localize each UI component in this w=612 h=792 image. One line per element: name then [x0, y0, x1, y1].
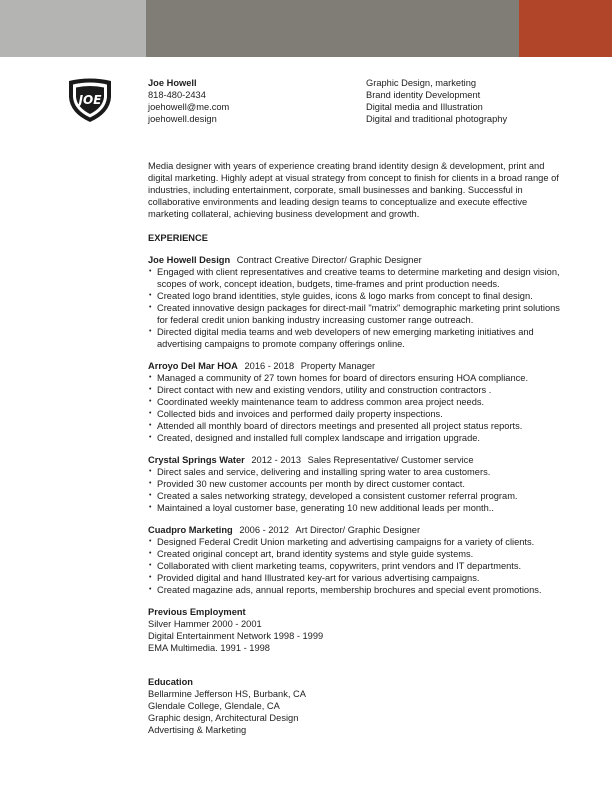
job-bullet: • Maintained a loyal customer base, generating 10 new additional leads per month..	[148, 502, 568, 514]
job-bullets	[148, 266, 568, 350]
job-header	[148, 360, 568, 372]
specialties-list	[366, 77, 606, 125]
contact-email[interactable]: joehowell@me.com	[148, 102, 230, 112]
job-bullet: • Direct contact with new and existing vendors, utility and construction contractors .	[148, 384, 568, 396]
job-bullet: • Direct sales and service, delivering and installing spring water to area customers.	[148, 466, 568, 478]
job-bullet: • Created original concept art, brand identity systems and style guide systems.	[148, 548, 568, 560]
job-bullet: • Directed digital media teams and web developers of new emerging marketing initiatives and advertising campaigns to promote company offerings online.	[148, 326, 568, 350]
job-years: 2016 - 2018	[244, 361, 295, 371]
job-years: 2012 - 2013	[251, 455, 302, 465]
job-bullets	[148, 466, 568, 514]
experience-heading: EXPERIENCE	[148, 233, 208, 243]
job-company: Crystal Springs Water	[148, 455, 245, 465]
job-years: 2006 - 2012	[239, 525, 289, 535]
contact-name: Joe Howell	[148, 78, 197, 88]
job-entry	[148, 360, 568, 444]
previous-employment-heading: Previous Employment	[148, 607, 246, 617]
contact-phone: 818-480-2434	[148, 90, 206, 100]
job-bullet: • Designed Federal Credit Union marketing and advertising campaigns for a variety of clients.	[148, 536, 568, 548]
job-bullet: • Created innovative design packages for direct-mail "matrix" demographic marketing print solutions for federal credit union banking industry increasing customer range outreach.	[148, 302, 568, 326]
header-band-right	[519, 0, 612, 57]
previous-employment-section	[148, 606, 568, 654]
job-role: Property Manager	[300, 361, 376, 371]
contact-website[interactable]: joehowell.design	[148, 114, 217, 124]
job-bullet: • Collaborated with client marketing teams, copywriters, print vendors and IT departments.	[148, 560, 568, 572]
specialty-item: Graphic Design, marketing	[366, 78, 477, 88]
job-role: Sales Representative/ Customer service	[307, 455, 474, 465]
resume-body	[148, 160, 568, 736]
specialty-item: Digital media and Illustration	[366, 102, 483, 112]
job-company: Arroyo Del Mar HOA	[148, 361, 238, 371]
job-entry	[148, 254, 568, 350]
job-bullet: • Created logo brand identities, style guides, icons & logo marks from concept to final design.	[148, 290, 568, 302]
job-bullet: • Collected bids and invoices and performed daily property inspections.	[148, 408, 568, 420]
job-header	[148, 254, 568, 266]
shield-monogram-icon	[66, 76, 114, 124]
job-bullets	[148, 372, 568, 444]
job-bullet: • Created, designed and installed full complex landscape and irrigation upgrade.	[148, 432, 568, 444]
job-header	[148, 454, 568, 466]
job-company: Joe Howell Design	[148, 255, 231, 265]
education-item: Advertising & Marketing	[148, 725, 247, 735]
education-item: Glendale College, Glendale, CA	[148, 701, 280, 711]
job-bullet: • Managed a community of 27 town homes for board of directors ensuring HOA compliance.	[148, 372, 568, 384]
previous-employment-item: Digital Entertainment Network 1998 - 1999	[148, 631, 324, 641]
job-role: Art Director/ Graphic Designer	[295, 525, 421, 535]
job-header	[148, 524, 568, 536]
job-entry	[148, 454, 568, 514]
specialty-item: Digital and traditional photography	[366, 114, 508, 124]
header-band-middle	[146, 0, 519, 57]
job-bullet: • Attended all monthly board of directors meetings and presented all project status reports.	[148, 420, 568, 432]
job-bullet: • Coordinated weekly maintenance team to address common area project needs.	[148, 396, 568, 408]
job-role: Contract Creative Director/ Graphic Designer	[236, 255, 422, 265]
education-item: Graphic design, Architectural Design	[148, 713, 299, 723]
previous-employment-item: Silver Hammer 2000 - 2001	[148, 619, 262, 629]
job-bullet: • Provided digital and hand Illustrated key-art for various advertising campaigns.	[148, 572, 568, 584]
job-bullets	[148, 536, 568, 596]
education-heading: Education	[148, 677, 193, 687]
job-bullet: • Provided 30 new customer accounts per month by direct customer contact.	[148, 478, 568, 490]
summary-paragraph: Media designer with years of experience creating brand identity design & development, print and digital marketing. Highly adept at visual strategy from concept to finish for clients in a broad range of industries, including entertainment, corporate, small businesses and banking. Successful in collaborative environments and leading design teams to conceptualize and execute effective marketing collateral, achieving business development and growth.	[148, 161, 559, 219]
job-bullet: • Engaged with client representatives and creative teams to determine marketing and design vision, scopes of work, concept ideation, budgets, time-frames and print production needs.	[148, 266, 568, 290]
specialty-item: Brand identity Development	[366, 90, 481, 100]
job-bullet: • Created magazine ads, annual reports, membership brochures and special event promotions.	[148, 584, 568, 596]
education-item: Bellarmine Jefferson HS, Burbank, CA	[148, 689, 306, 699]
header-band-left	[0, 0, 146, 57]
logo-monogram: JOE	[78, 93, 102, 107]
contact-block	[148, 77, 358, 125]
job-bullet: • Created a sales networking strategy, developed a consistent customer referral program.	[148, 490, 568, 502]
previous-employment-item: EMA Multimedia. 1991 - 1998	[148, 643, 270, 653]
education-section	[148, 676, 568, 736]
job-company: Cuadpro Marketing	[148, 525, 233, 535]
job-entry	[148, 524, 568, 596]
